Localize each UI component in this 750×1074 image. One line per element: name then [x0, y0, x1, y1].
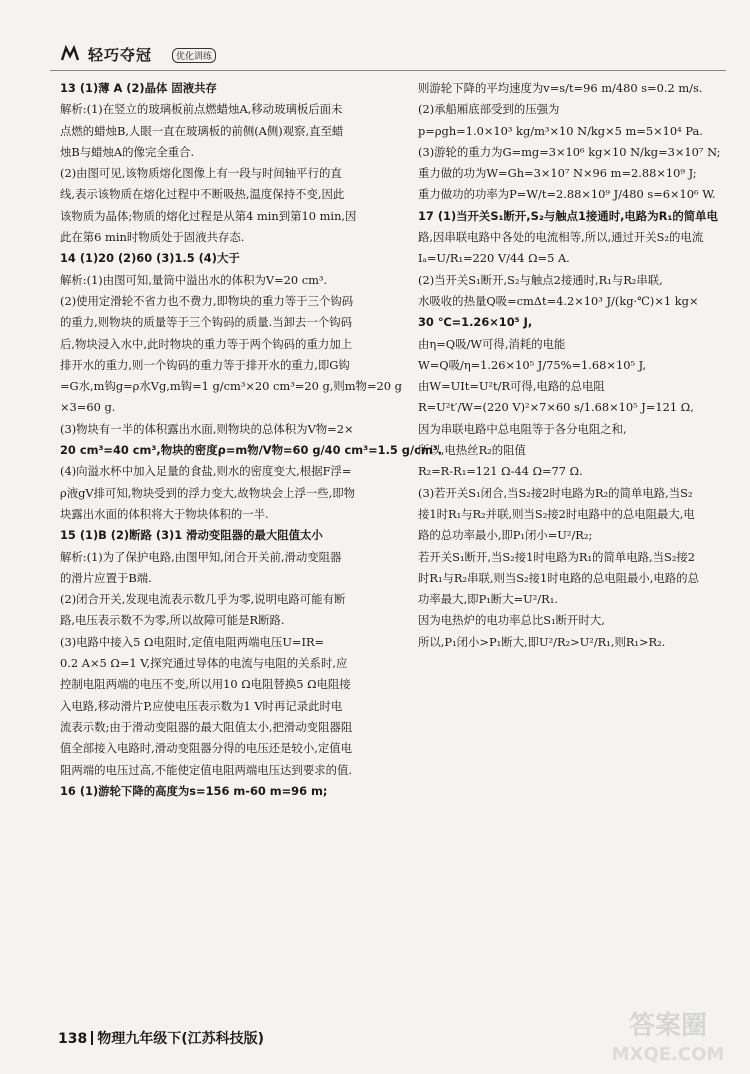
text-line: 由W=UIt=U²t/R可得,电路的总电阻 — [418, 379, 605, 394]
text-line: 时R₁与R₂串联,则当S₂接1时电路的总电阻最小,电路的总 — [418, 570, 699, 585]
brand-subtitle: 优化训练 — [172, 48, 216, 63]
text-line: (3)若开关S₁闭合,当S₂接2时电路为R₂的简单电路,当S₂ — [418, 485, 693, 500]
text-line: (2)由图可见,该物质熔化图像上有一段与时间轴平行的直 — [60, 166, 342, 181]
text-line: 13 (1)薄 A (2)晶体 固液共存 — [60, 81, 217, 95]
text-line: =G水,m钩g=ρ水Vg,m钩=1 g/cm³×20 cm³=20 g,则m物=20 g — [60, 379, 402, 394]
text-line: (2)承船厢底部受到的压强为 — [418, 102, 560, 117]
text-line: Iₐ=U/R₁=220 V/44 Ω=5 A. — [418, 251, 570, 266]
text-line: 16 (1)游轮下降的高度为s=156 m-60 m=96 m; — [60, 783, 328, 798]
text-line: 功率最大,即P₁断大=U²/R₁. — [418, 592, 558, 607]
text-line: 此在第6 min时物质处于固液共存态. — [60, 230, 245, 245]
text-line: p=ρgh=1.0×10³ kg/m³×10 N/kg×5 m=5×10⁴ Pa. — [418, 123, 703, 138]
brand-title: 轻巧夺冠 — [88, 46, 153, 64]
text-line: 线,表示该物质在熔化过程中不断吸热,温度保持不变,因此 — [60, 187, 345, 202]
text-line: (4)向溢水杯中加入足量的食盐,则水的密度变大,根据F浮= — [60, 464, 352, 479]
text-line: R=U²t′/W=(220 V)²×7×60 s/1.68×10⁵ J=121 Ω, — [418, 400, 694, 415]
text-line: (2)闭合开关,发现电流表示数几乎为零,说明电路可能有断 — [60, 592, 346, 607]
text-line: (3)电路中接入5 Ω电阻时,定值电阻两端电压U=IR= — [60, 634, 325, 649]
text-line: (3)物块有一半的体积露出水面,则物块的总体积为V物=2× — [60, 421, 354, 436]
text-line: W=Q吸/η=1.26×10⁵ J/75%=1.68×10⁵ J, — [418, 357, 647, 372]
text-line: 14 (1)20 (2)60 (3)1.5 (4)大于 — [60, 251, 240, 266]
text-line: (2)使用定滑轮不省力也不费力,即物块的重力等于三个钩码 — [60, 293, 354, 308]
book-title: 物理九年级下(江苏科技版) — [97, 1031, 265, 1047]
text-line: 解析:(1)由图可知,量筒中溢出水的体积为V=20 cm³. — [60, 272, 328, 287]
text-line: 后,物块浸入水中,此时物块的重力等于两个钩码的重力加上 — [60, 336, 353, 351]
text-line: 因为电热炉的电功率总比S₁断开时大, — [418, 613, 605, 628]
watermark-url: MXQE.COM — [611, 1044, 725, 1065]
text-line: 的重力,则物块的质量等于三个钩码的质量.当卸去一个钩码 — [60, 315, 353, 330]
text-line: 30 ℃=1.26×10⁵ J, — [418, 315, 533, 330]
text-line: 接1时R₁与R₂并联,则当S₂接2时电路中的总电阻最大,电 — [418, 506, 695, 521]
text-line: (2)当开关S₁断开,S₂与触点2接通时,R₁与R₂串联, — [418, 272, 663, 287]
text-line: (3)游轮的重力为G=mg=3×10⁶ kg×10 N/kg=3×10⁷ N; — [418, 144, 721, 159]
text-line: 阻两端的电压过高,不能使定值电阻两端电压达到要求的值. — [60, 762, 353, 777]
text-line: 值全部接入电路时,滑动变阻器分得的电压还是较小,定值电 — [60, 741, 353, 756]
text-line: 所以,P₁闭小>P₁断大,即U²/R₂>U²/R₁,则R₁>R₂. — [418, 634, 666, 649]
text-line: 则游轮下降的平均速度为v=s/t=96 m/480 s=0.2 m/s. — [418, 81, 703, 95]
text-line: 路的总功率最小,即P₁闭小=U²/R₂; — [418, 528, 593, 543]
text-line: 点燃的蜡烛B,人眼一直在玻璃板的前侧(A侧)观察,直至蜡 — [60, 123, 344, 138]
watermark-logo — [598, 1004, 738, 1066]
text-line: 由η=Q吸/W可得,消耗的电能 — [418, 336, 566, 351]
header-divider — [50, 70, 726, 71]
text-line: 流表示数;由于滑动变阻器的最大阻值太小,把滑动变阻器阻 — [60, 719, 353, 734]
logo-icon — [60, 46, 80, 62]
text-line: 的滑片应置于B端. — [60, 570, 152, 585]
text-line: 路,电压表示数不为零,所以故障可能是R断路. — [60, 613, 285, 628]
text-line: 解析:(1)在竖立的玻璃板前点燃蜡烛A,移动玻璃板后面未 — [60, 102, 343, 117]
text-line: R₂=R-R₁=121 Ω-44 Ω=77 Ω. — [418, 464, 583, 479]
text-line: ρ液gV排可知,物块受到的浮力变大,故物块会上浮一些,即物 — [60, 485, 356, 500]
text-line: 0.2 A×5 Ω=1 V,探究通过导体的电流与电阻的关系时,应 — [60, 656, 348, 671]
text-line: 重力做的功为W=Gh=3×10⁷ N×96 m=2.88×10⁹ J; — [418, 166, 697, 181]
text-line: 若开关S₁断开,当S₂接1时电路为R₁的简单电路,当S₂接2 — [418, 549, 696, 564]
page-number: 138 — [58, 1031, 88, 1047]
text-line: 该物质为晶体;物质的熔化过程是从第4 min到第10 min,因 — [60, 208, 357, 223]
text-line: 15 (1)B (2)断路 (3)1 滑动变阻器的最大阻值太小 — [60, 528, 323, 543]
left-column — [60, 78, 443, 802]
page-footer — [58, 1028, 264, 1048]
text-line: 控制电阻两端的电压不变,所以用10 Ω电阻替换5 Ω电阻接 — [60, 677, 351, 692]
footer-divider — [91, 1031, 93, 1045]
right-column — [418, 78, 736, 653]
text-line: 入电路,移动滑片P,应使电压表示数为1 V时再记录此时电 — [60, 698, 343, 713]
text-line: 路,因串联电路中各处的电流相等,所以,通过开关S₂的电流 — [418, 230, 704, 245]
text-line: 烛B与蜡烛A的像完全重合. — [60, 144, 195, 159]
text-line: ×3=60 g. — [60, 400, 116, 415]
page-header — [48, 42, 728, 66]
text-line: 重力做功的功率为P=W/t=2.88×10⁹ J/480 s=6×10⁶ W. — [418, 187, 716, 202]
text-line: 17 (1)当开关S₁断开,S₂与触点1接通时,电路为R₁的简单电 — [418, 208, 718, 223]
text-line: 20 cm³=40 cm³,物块的密度ρ=m物/V物=60 g/40 cm³=1.5 g/cm³. — [60, 443, 443, 458]
text-line: 因为串联电路中总电阻等于各分电阻之和, — [418, 421, 627, 436]
text-line: 块露出水面的体积将大于物块体积的一半. — [60, 506, 269, 521]
text-line: 排开水的重力,则一个钩码的重力等于排开水的重力,即G钩 — [60, 357, 350, 372]
watermark-text: 答案圈 — [628, 1011, 708, 1041]
text-line: 解析:(1)为了保护电路,由图甲知,闭合开关前,滑动变阻器 — [60, 549, 342, 564]
text-line: 所以,电热丝R₂的阻值 — [418, 443, 526, 458]
text-line: 水吸收的热量Q吸=cmΔt=4.2×10³ J/(kg·℃)×1 kg× — [418, 293, 699, 308]
